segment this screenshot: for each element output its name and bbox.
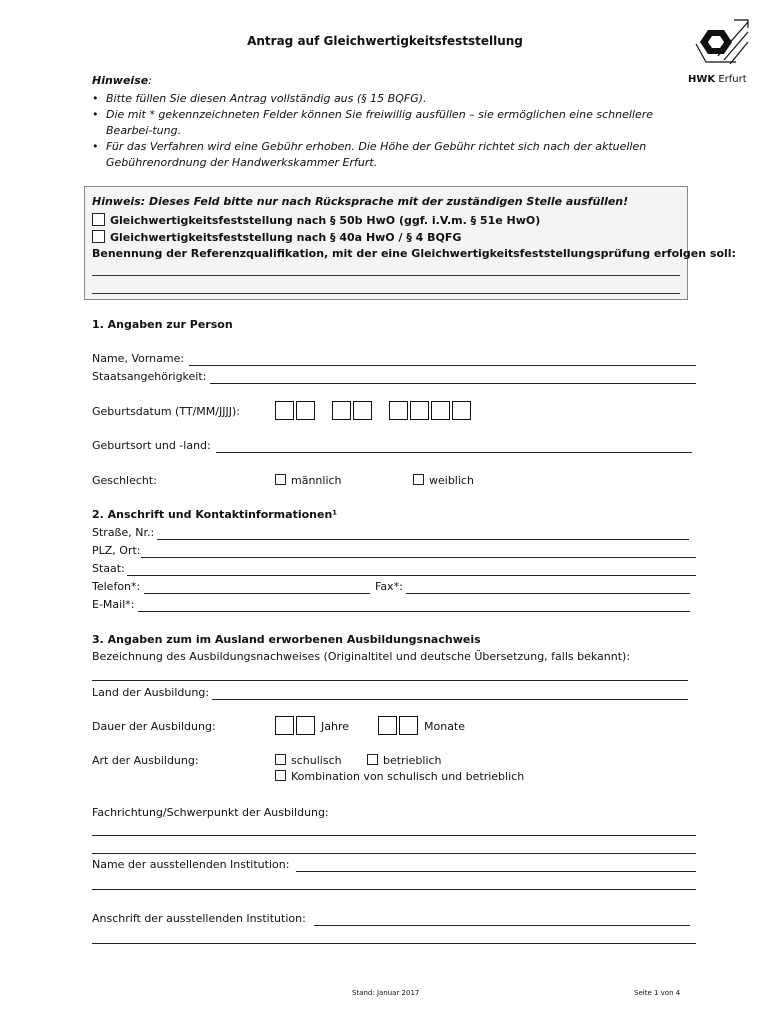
country-field[interactable] — [127, 575, 696, 576]
option-40a[interactable]: Gleichwertigkeitsfeststellung nach § 40a HwO / § 4 BQFG — [92, 230, 461, 244]
hwk-logo-icon — [688, 16, 750, 74]
name-label: Name, Vorname: — [92, 352, 185, 365]
box-heading: Hinweis: Dieses Feld bitte nur nach Rücksprache mit der zuständigen Stelle ausfüllen! — [92, 195, 629, 208]
months-label: Monate — [424, 720, 466, 733]
field-line-2[interactable] — [92, 853, 696, 854]
zip-label: PLZ, Ort: — [92, 544, 141, 557]
years-label: Jahre — [321, 720, 350, 733]
phone-label: Telefon*: — [92, 580, 141, 593]
duration-years-field[interactable] — [275, 715, 317, 735]
hinweise-list — [92, 91, 692, 171]
type-company-checkbox[interactable] — [367, 754, 378, 765]
reference-line-1[interactable] — [92, 275, 680, 276]
gender-male-checkbox[interactable] — [275, 474, 286, 485]
designation-field[interactable] — [92, 680, 688, 681]
duration-label: Dauer der Ausbildung: — [92, 720, 216, 733]
nationality-field[interactable] — [210, 383, 696, 384]
hwk-logo — [688, 16, 750, 91]
type-company-option[interactable]: betrieblich — [367, 754, 442, 767]
gender-female-option[interactable]: weiblich — [413, 474, 474, 487]
gender-male-option[interactable]: männlich — [275, 474, 342, 487]
birthdate-field[interactable] — [275, 400, 473, 420]
institution-line-2[interactable] — [92, 889, 696, 890]
training-country-label: Land der Ausbildung: — [92, 686, 210, 699]
address-field[interactable] — [314, 925, 690, 926]
fax-field[interactable] — [406, 593, 690, 594]
type-school-option[interactable]: schulisch — [275, 754, 342, 767]
address-line-2[interactable] — [92, 943, 696, 944]
footer-date: Stand: Januar 2017 — [352, 989, 420, 997]
field-label: Fachrichtung/Schwerpunkt der Ausbildung: — [92, 806, 329, 819]
nationality-label: Staatsangehörigkeit: — [92, 370, 207, 383]
birthplace-label: Geburtsort und -land: — [92, 439, 211, 452]
type-combined-checkbox[interactable] — [275, 770, 286, 781]
email-field[interactable] — [138, 611, 690, 612]
option-50b[interactable]: Gleichwertigkeitsfeststellung nach § 50b HwO (ggf. i.V.m. § 51e HwO) — [92, 213, 540, 227]
reference-line-2[interactable] — [92, 293, 680, 294]
training-type-label: Art der Ausbildung: — [92, 754, 199, 767]
type-combined-option[interactable]: Kombination von schulisch und betrieblich — [275, 770, 524, 783]
hinweis-item: • Für das Verfahren wird eine Gebühr erhoben. Die Höhe der Gebühr richtet sich nach der aktuellen Gebührenordnung der Handwerkskammer Erfurt. — [92, 139, 692, 171]
section1-heading: 1. Angaben zur Person — [92, 318, 233, 331]
birthdate-day[interactable] — [275, 400, 317, 420]
fax-label: Fax*: — [375, 580, 403, 593]
hinweis-item: • Bitte füllen Sie diesen Antrag vollständig aus (§ 15 BQFG). — [92, 91, 692, 107]
email-label: E-Mail*: — [92, 598, 135, 611]
birthplace-field[interactable] — [216, 452, 692, 453]
birthdate-month[interactable] — [332, 400, 374, 420]
hinweise-heading: Hinweise: — [92, 74, 152, 87]
reference-question: Benennung der Referenzqualifikation, mit der eine Gleichwertigkeitsfeststellungsprüfung erfolgen soll: — [92, 247, 736, 260]
training-country-field[interactable] — [212, 699, 688, 700]
address-label: Anschrift der ausstellenden Institution: — [92, 912, 306, 925]
hinweis-item: • Die mit * gekennzeichneten Felder können Sie freiwillig ausfüllen – sie ermöglichen eine schnellere Bearbei-tung. — [92, 107, 692, 139]
street-field[interactable] — [157, 539, 689, 540]
gender-female-checkbox[interactable] — [413, 474, 424, 485]
field-line-1[interactable] — [92, 835, 696, 836]
birthdate-year[interactable] — [389, 400, 473, 420]
designation-label: Bezeichnung des Ausbildungsnachweises (Originaltitel und deutsche Übersetzung, falls bekannt): — [92, 650, 631, 663]
phone-field[interactable] — [144, 593, 370, 594]
logo-text: HWK Erfurt — [688, 74, 747, 85]
birthdate-label: Geburtsdatum (TT/MM/JJJJ): — [92, 405, 240, 418]
zip-city-field[interactable] — [141, 557, 696, 558]
gender-label: Geschlecht: — [92, 474, 157, 487]
section2-heading: 2. Anschrift und Kontaktinformationen¹ — [92, 508, 338, 521]
option-50b-checkbox[interactable] — [92, 213, 105, 226]
street-label: Straße, Nr.: — [92, 526, 155, 539]
name-field[interactable] — [189, 365, 696, 366]
footer-page-number: Seite 1 von 4 — [634, 989, 681, 997]
option-40a-checkbox[interactable] — [92, 230, 105, 243]
country-label: Staat: — [92, 562, 125, 575]
page-title: Antrag auf Gleichwertigkeitsfeststellung — [247, 34, 523, 48]
duration-months-field[interactable] — [378, 715, 420, 735]
section3-heading: 3. Angaben zum im Ausland erworbenen Ausbildungsnachweis — [92, 633, 481, 646]
institution-field[interactable] — [296, 871, 696, 872]
institution-label: Name der ausstellenden Institution: — [92, 858, 290, 871]
office-use-box — [84, 186, 736, 300]
type-school-checkbox[interactable] — [275, 754, 286, 765]
